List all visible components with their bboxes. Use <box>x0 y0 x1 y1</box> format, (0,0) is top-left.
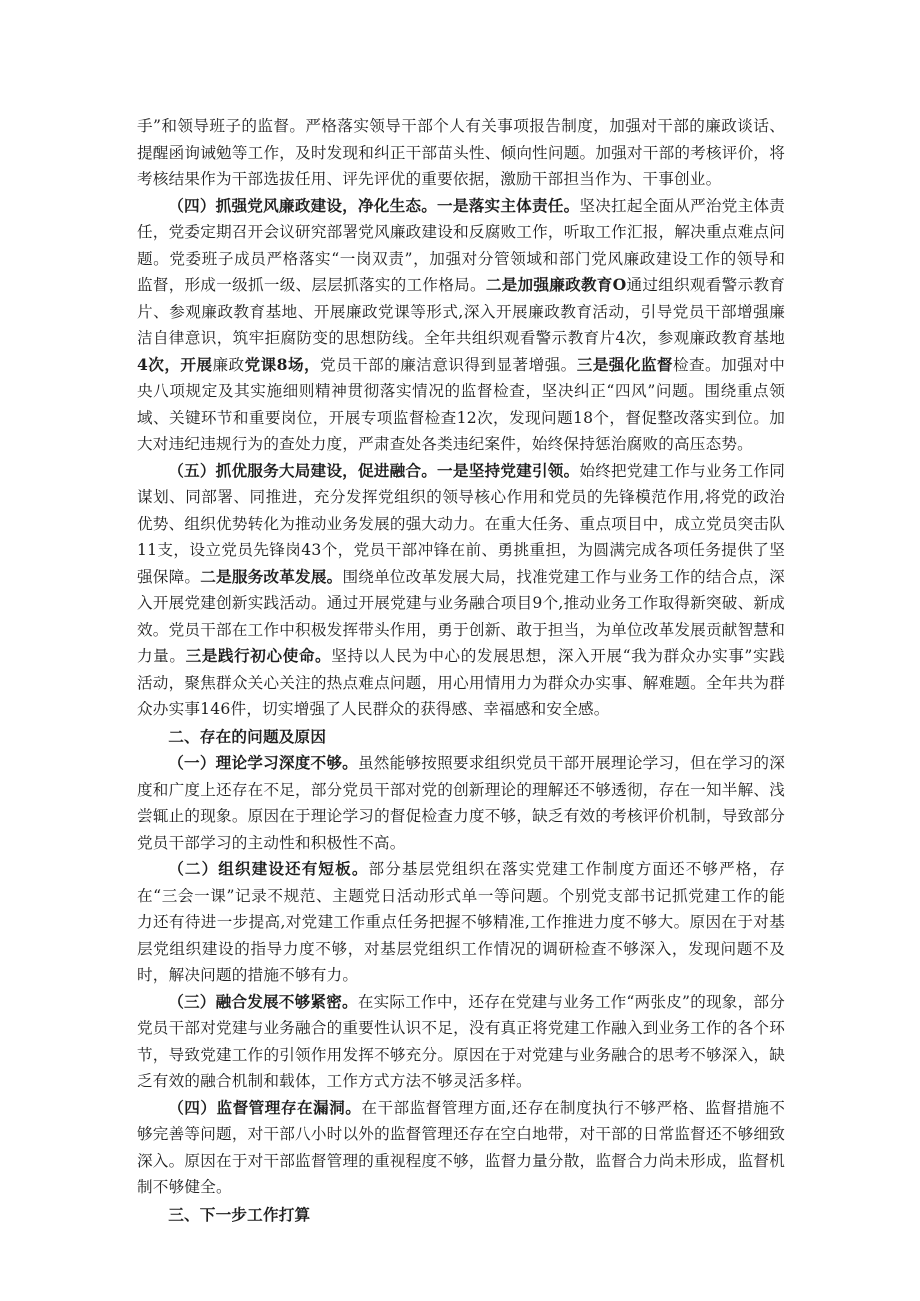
paragraph-section-4 <box>137 193 785 458</box>
text-run-bold: （三）融合发展不够紧密。 <box>168 991 358 1011</box>
text-run: 党员干部的廉洁意识得到显著增强。 <box>320 355 577 374</box>
text-run-bold: 二是服务改革发展。 <box>200 566 343 586</box>
text-run: 围绕单位改革发展大局，找准党建工作与业务工作的结合点，深入开展党建创新实践活动。通过开展党建与业务融合项目9个,推动业务工作取得新突破、新成效。党员干部在工作中积极发挥带头作用，勇于创新、敢于担当，为单位改革发展贡献智慧和力量。 <box>137 567 785 665</box>
text-run: 在干部监督管理方面,还存在制度执行不够严格、监督措施不够完善等问题，对干部八小时以外的监督管理还存在空白地带，对干部的日常监督还不够细致深入。原因在于对干部监督管理的重视程度不够，监督力量分散，监督合力尚未形成，监督机制不够健全。 <box>137 1098 785 1196</box>
text-run: 在实际工作中，还存在党建与业务工作“两张皮”的现象，部分党员干部对党建与业务融合的重要性认识不足，没有真正将党建工作融入到业务工作的各个环节，导致党建工作的引领作用发挥不够充分。原因在于对党建与业务融合的思考不够深入，缺乏有效的融合机制和载体，工作方式方法不够灵活多样。 <box>137 992 785 1090</box>
text-run: 手”和领导班子的监督。严格落实领导干部个人有关事项报告制度，加强对干部的廉政谈话、提醒函询诫勉等工作，及时发现和纠正干部苗头性、倾向性问题。加强对干部的考核评价，将考核结果作为干部选拔任用、评先评优的重要依据，激励干部担当作为、干事创业。 <box>137 117 785 188</box>
paragraph-continuation <box>137 113 785 193</box>
paragraph-section-5 <box>137 458 785 723</box>
heading-text: 二、存在的问题及原因 <box>168 726 327 746</box>
text-run: 部分基层党组织在落实党建工作制度方面还不够严格，存在“三会一课”记录不规范、主题党日活动形式单一等问题。个别党支部书记抓党建工作的能力还有待进一步提高,对党建工作重点任务把握不够精准,工作推进力度不够大。原因在于对基层党组织建设的指导力度不够，对基层党组织工作情况的调研检查不够深入，发现问题不及时，解决问题的措施不够有力。 <box>137 860 785 984</box>
text-run: 廉政 <box>212 355 245 374</box>
text-run-bold: （四）监督管理存在漏洞。 <box>168 1097 362 1117</box>
text-run-bold: （一）理论学习深度不够。 <box>168 753 358 772</box>
text-run: 通过组织观看警示教育片、参观廉政教育基地、开展廉政党课等形式,深入开展廉政教育活动，引导党员干部增强廉洁自律意识，筑牢拒腐防变的思想防线。全年共组织观看警示教育片4次，参观廉政教育基地 <box>137 276 785 347</box>
text-run: 始终把党建工作与业务工作同谋划、同部署、同推进，充分发挥党组织的领导核心作用和党员的先锋模范作用,将党的政治优势、组织优势转化为推动业务发展的强大动力。在重大任务、重点项目中，成立党员突击队11支，设立党员先锋岗43个，党员干部冲锋在前、勇挑重担，为圆满完成各项任务提供了坚强保障。 <box>137 461 785 586</box>
paragraph-problem-2 <box>137 856 785 989</box>
text-run: 坚决扛起全面从严治党主体责任，党委定期召开会议研究部署党风廉政建设和反腐败工作，听取工作汇报，解决重点难点问题。党委班子成员严格落实“一岗双责”，加强对分管领域和部门党风廉政建设工作的领导和监督，形成一级抓一级、层层抓落实的工作格局。 <box>137 196 785 294</box>
section-heading-next-steps <box>137 1202 785 1229</box>
document-body <box>137 113 785 1228</box>
text-run: 检查。加强对中央八项规定及其实施细则精神贯彻落实情况的监督检查，坚决纠正“四风”问题。围绕重点领域、关键环节和重要岗位，开展专项监督检查12次，发现问题18个，督促整改落实到位。加大对违纪违规行为的查处力度，严肃查处各类违纪案件，始终保持惩治腐败的高压态势。 <box>137 355 785 453</box>
paragraph-problem-1 <box>137 750 785 856</box>
paragraph-problem-3 <box>137 989 785 1095</box>
section-heading-problems <box>137 724 785 751</box>
paragraph-problem-4 <box>137 1095 785 1201</box>
text-run-bold: （四）抓强党风廉政建设，净化生态。一是落实主体责任。 <box>168 195 580 215</box>
text-run: 虽然能够按照要求组织党员干部开展理论学习，但在学习的深度和广度上还存在不足，部分党员干部对党的创新理论的理解还不够透彻，存在一知半解、浅尝辄止的现象。原因在于理论学习的督促检查力度不够，缺乏有效的考核评价机制，导致部分党员干部学习的主动性和积极性不高。 <box>137 754 785 852</box>
heading-text: 三、下一步工作打算 <box>168 1204 311 1224</box>
text-run-bold: 三是强化监督 <box>576 354 673 374</box>
text-run-bold: 二是加强廉政教育O <box>485 275 627 294</box>
text-run-bold: （二）组织建设还有短板。 <box>168 859 369 878</box>
text-run-bold: 党课8场， <box>244 354 321 374</box>
text-run-bold: 三是践行初心使命。 <box>185 646 332 665</box>
text-run: 坚持以人民为中心的发展思想，深入开展“我为群众办实事”实践活动，聚焦群众关心关注的热点难点问题，用心用情用力为群众办实事、解难题。全年共为群众办实事146件，切实增强了人民群众的获得感、幸福感和安全感。 <box>137 647 785 718</box>
text-run-bold: 4次，开展 <box>137 354 213 374</box>
text-run-bold: （五）抓优服务大局建设，促进融合。一是坚持党建引领。 <box>168 460 580 480</box>
